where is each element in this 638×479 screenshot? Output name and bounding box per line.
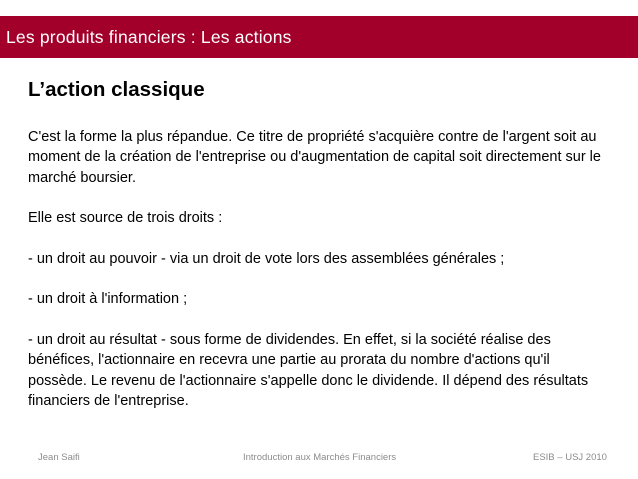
paragraph-right-result: - un droit au résultat - sous forme de dividendes. En effet, si la société réalise des bénéfices, l'actionnaire en recevra une partie au prorata du nombre d'actions qu'il possède. Le revenu de l'actionnaire s'appelle donc le dividende. Il dépend des résultats financiers de l'entreprise. (28, 331, 589, 409)
paragraph-right-power: - un droit au pouvoir - via un droit de vote lors des assemblées générales ; (28, 250, 505, 267)
slide-header-title: Les produits financiers : Les actions (6, 27, 292, 47)
section-title: L’action classique (28, 78, 205, 101)
paragraph-spacer (28, 269, 603, 289)
paragraph-spacer (28, 310, 603, 330)
paragraph-spacer (28, 188, 603, 208)
footer-author: Jean Saifi (38, 452, 80, 463)
footer-institution: ESIB – USJ 2010 (533, 452, 607, 463)
footer-course: Introduction aux Marchés Financiers (243, 452, 397, 463)
paragraph-spacer (28, 228, 603, 248)
paragraph-right-information: - un droit à l'information ; (28, 291, 188, 308)
paragraph-definition: C'est la forme la plus répandue. Ce titre de propriété s'acquière contre de l'argent soit au moment de la création de l'entreprise ou d'augmentation de capital soit directement sur le marché boursier. (28, 129, 601, 186)
body-text (28, 127, 603, 411)
paragraph-rights-intro: Elle est source de trois droits : (28, 210, 223, 227)
